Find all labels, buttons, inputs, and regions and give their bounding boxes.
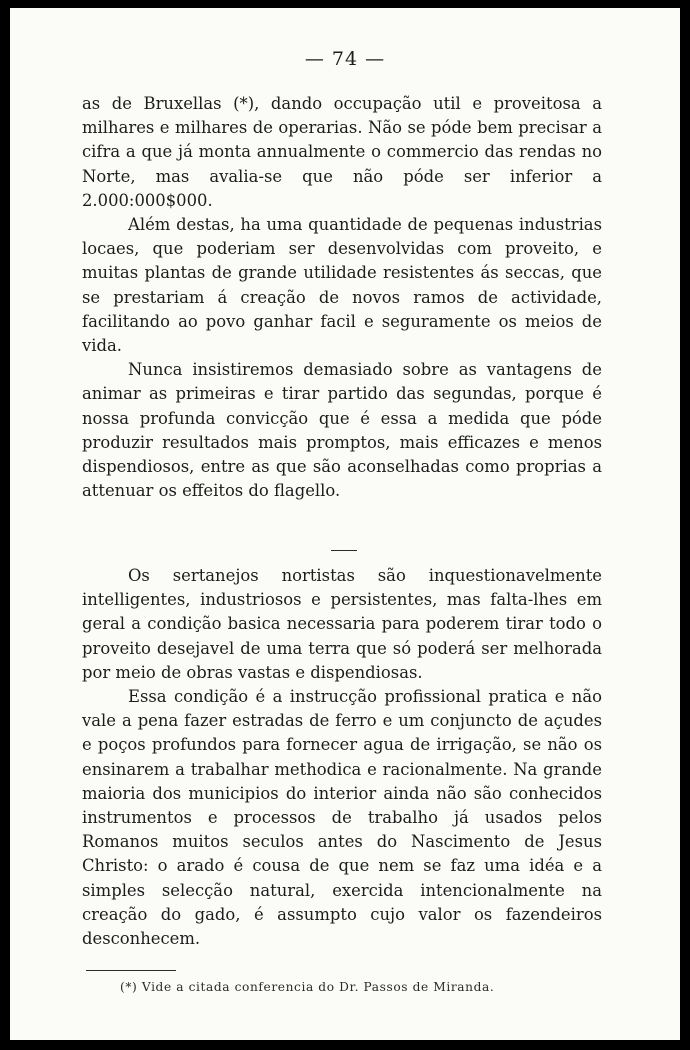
page-number: — 74 — [304, 48, 386, 70]
footnote-divider [86, 970, 176, 971]
text-section-2 [82, 564, 602, 951]
paragraph-4: Os sertanejos nortistas são inquestionavelmente intelligentes, industriosos e persistentes, mas falta-lhes em geral a condição basica necessaria para poderem tirar todo o proveito desejavel de uma terra que só poderá ser melhorada por meio de obras vastas e dispendiosas. [82, 566, 602, 682]
footnote: (*) Vide a citada conferencia do Dr. Passos de Miranda. [120, 980, 495, 994]
paragraph-5: Essa condição é a instrucção profissional pratica e não vale a pena fazer estradas de ferro e um conjuncto de açudes e poços profundos para fornecer agua de irrigação, se não os ensinarem a trabalhar methodica e racionalmente. Na grande maioria dos municipios do interior ainda não são conhecidos instrumentos e processos de trabalho já usados pelos Romanos muitos seculos antes do Nascimento de Jesus Christo: o arado é cousa de que nem se faz uma idéa e a simples selecção natural, exercida intencionalmente na creação do gado, é assumpto cujo valor os fazendeiros desconhecem. [82, 687, 602, 949]
paragraph-2: Além destas, ha uma quantidade de pequenas industrias locaes, que poderiam ser desenvolvidas com proveito, e muitas plantas de grande utilidade resistentes ás seccas, que se prestariam á creação de novos ramos de actividade, facilitando ao povo ganhar facil e seguramente os meios de vida. [82, 215, 602, 356]
text-section-1 [82, 92, 602, 503]
paragraph-1: as de Bruxellas (*), dando occupação util e proveitosa a milhares e milhares de operarias. Não se póde bem precisar a cifra a que já monta annualmente o commercio das rendas no Norte, mas avalia-se que não póde ser inferior a 2.000:000$000. [82, 94, 602, 210]
section-divider [331, 550, 357, 551]
book-page [10, 8, 680, 1040]
paragraph-3: Nunca insistiremos demasiado sobre as vantagens de animar as primeiras e tirar partido das segundas, porque é nossa profunda convicção que é essa a medida que póde produzir resultados mais promptos, mais efficazes e menos dispendiosos, entre as que são aconselhadas como proprias a attenuar os effeitos do flagello. [82, 360, 602, 501]
